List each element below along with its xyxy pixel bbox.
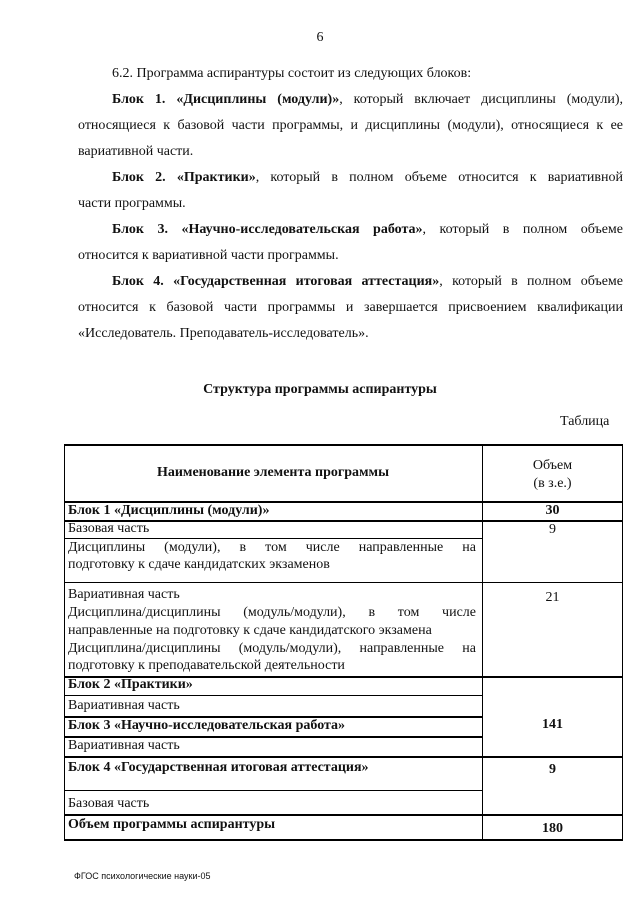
block-2-title: Блок 2. «Практики» [112,170,256,185]
row-divider [64,814,623,816]
table-heading: Структура программы аспирантуры [203,382,437,397]
disciplines-line-2: подготовку к сдаче кандидатских экзаменов [68,557,330,572]
program-structure-table [64,444,623,840]
header-name: Наименование элемента программы [156,465,390,480]
base-part-row: Базовая часть [68,521,150,536]
table-caption: Таблица [560,414,610,429]
variative-line-1: Дисциплина/дисциплины (модуль/модули), в том числе [68,605,476,620]
block-1-title: Блок 1. «Дисциплины (модули)» [112,92,340,107]
row-divider [64,790,482,791]
table-border-left [64,444,65,841]
block-1-paragraph [112,92,623,108]
block-4-value: 9 [549,762,556,777]
row-divider [64,695,482,696]
block-3-variative-row: Вариативная часть [68,738,180,753]
block-4-paragraph [112,274,623,290]
block-4-line-2: относится к базовой части программы и завершается присвоением квалификации [78,300,623,315]
footer-text: ФГОС психологические науки-05 [74,871,211,881]
block-1-row: Блок 1 «Дисциплины (модули)» [68,503,270,518]
block-3-paragraph [112,222,623,238]
block-2-line-2: части программы. [78,196,186,211]
variative-line-3: Дисциплина/дисциплины (модуль/модули), направленные на [68,641,476,656]
variative-part-value: 21 [545,590,560,605]
block-1-line-3: вариативной части. [78,144,194,159]
total-row: Объем программы аспирантуры [68,817,276,832]
block-2-text: , который в полном объеме относится к вариативной [255,170,623,185]
block-2-paragraph [112,170,623,186]
header-volume: Объем [532,458,573,473]
block-4-base-row: Базовая часть [68,796,150,811]
block-4-line-3: «Исследователь. Преподаватель-исследователь». [78,326,369,341]
block-1-value: 30 [545,503,560,518]
block-2-row: Блок 2 «Практики» [68,677,193,692]
row-divider [64,756,623,758]
block-1-text: , который включает дисциплины (модули), [339,92,623,107]
total-value: 180 [542,821,563,836]
header-volume-unit: (в з.е.) [533,476,572,491]
disciplines-line-1: Дисциплины (модули), в том числе направленные на [68,540,476,555]
base-part-value: 9 [549,522,556,537]
block-4-text: , который в полном объеме [439,274,623,289]
block-3-text: , который в полном объеме [422,222,624,237]
variative-line-2: направленные на подготовку к сдаче кандидатского экзамена [68,623,432,638]
block-2-3-value: 141 [542,717,563,732]
block-4-title: Блок 4. «Государственная итоговая аттестация» [112,274,440,289]
table-border-top [64,444,623,446]
variative-part-row: Вариативная часть [68,587,180,602]
page-number: 6 [316,30,324,45]
block-1-line-2: относящиеся к базовой части программы, и дисциплины (модули), относящиеся к ее [78,118,623,133]
row-divider [64,538,482,539]
block-3-line-2: относится к вариативной части программы. [78,248,339,263]
block-2-variative-row: Вариативная часть [68,698,180,713]
block-4-row: Блок 4 «Государственная итоговая аттестация» [68,760,369,775]
row-divider [64,582,623,583]
intro-paragraph: 6.2. Программа аспирантуры состоит из следующих блоков: [112,66,472,81]
table-border-bottom [64,839,623,841]
block-3-title: Блок 3. «Научно-исследовательская работа» [112,222,423,237]
block-3-row: Блок 3 «Научно-исследовательская работа» [68,718,346,733]
variative-line-4: подготовку к преподавательской деятельности [68,658,345,673]
